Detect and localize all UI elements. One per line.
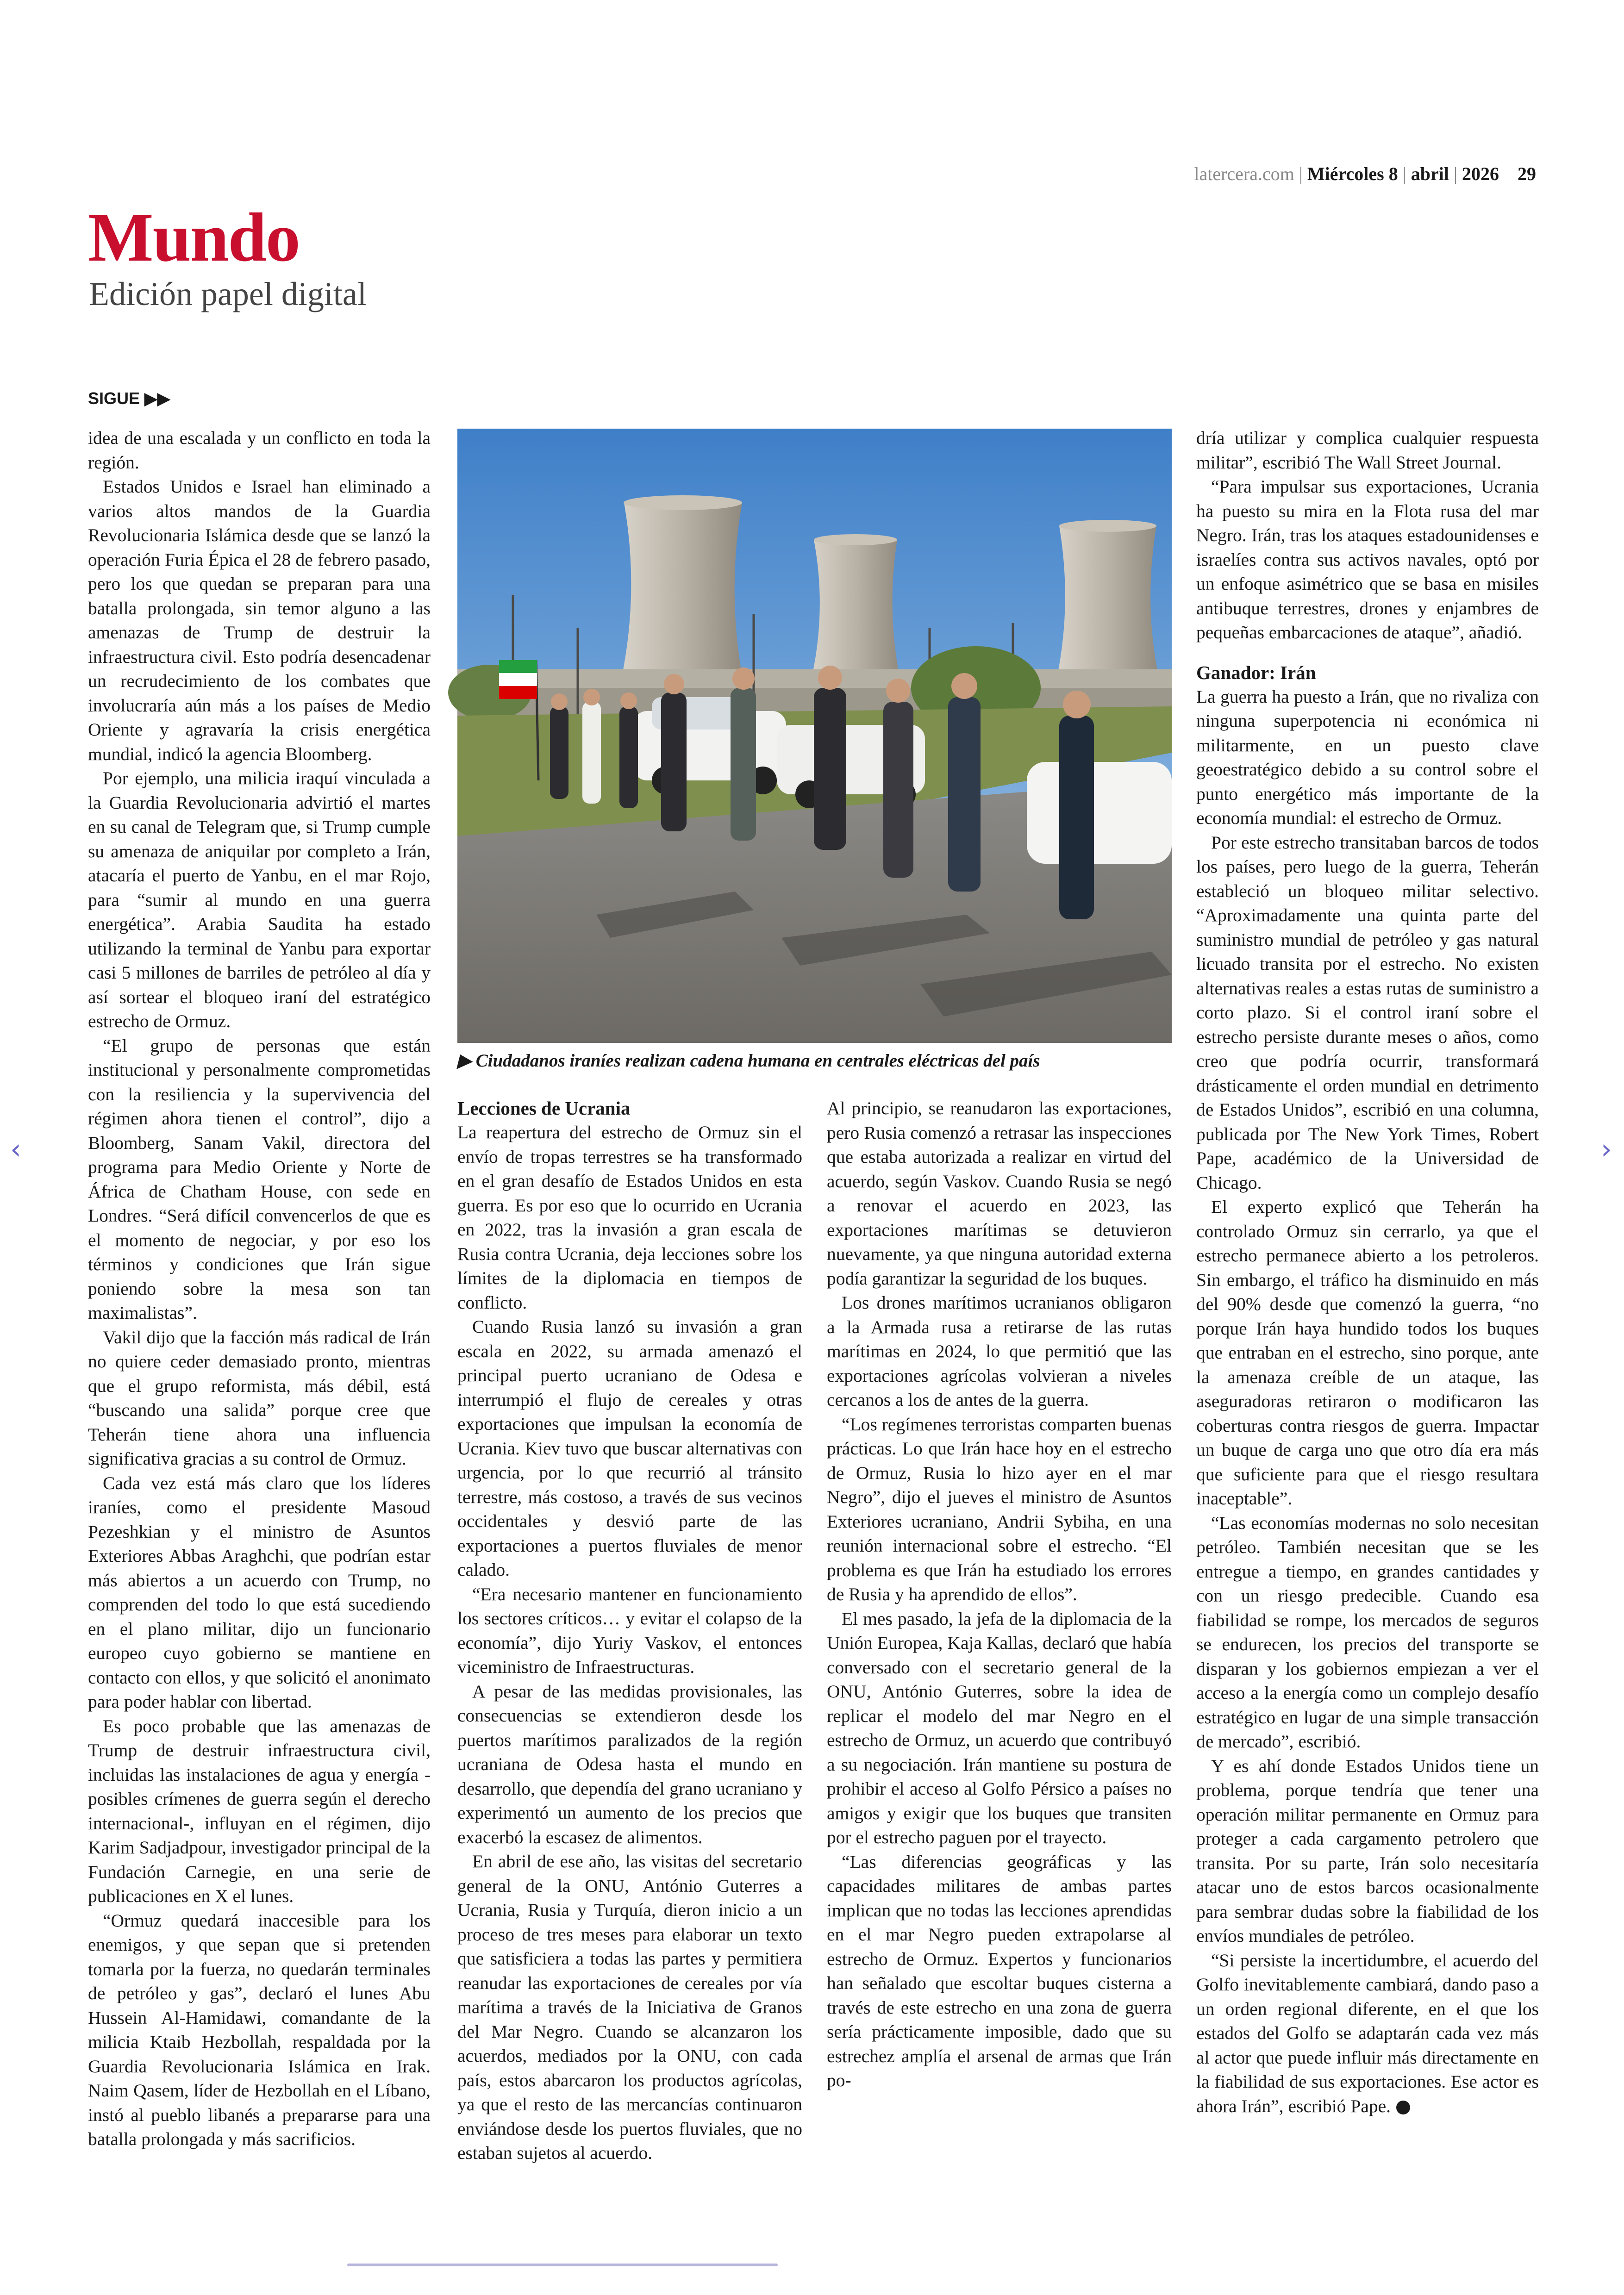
paragraph: Estados Unidos e Israel han eliminado a varios altos mandos de la Guardia Revolucionaria Islámica desde que se lanzó la operación Furia Épica el 28 de febrero pasado, pero los que quedan se preparan para una batalla prolongada, sin temor alguno a las amenazas de Trump de destruir la infraestructura civil. Esto podría desencadenar un recrudecimiento de los combates que involucraría aún más a los países de Medio Oriente y agravaría la crisis energética mundial, indicó la agencia Bloomberg. <box>88 476 431 764</box>
paragraph: El experto explicó que Teherán ha controlado Ormuz sin cerrarlo, ya que el estrecho permanece abierto a los petroleros. Sin embargo, el tráfico ha disminuido en más del 90% desde que comenzó la guerra, “no porque Irán haya hundido todos los buques que entraban en el estrecho, sino porque, ante la amenaza creíble de un ataque, las aseguradoras retiraron o modificaron las coberturas contra riesgos de guerra. Impactar un buque de carga uno que otro día era más que suficiente para que el riesgo resultara inaceptable”. <box>1196 1197 1539 1509</box>
site-name: latercera.com <box>1194 163 1294 184</box>
continued-label: SIGUE ▶▶ <box>88 389 170 408</box>
paragraph: Los drones marítimos ucranianos obligaron a la Armada rusa a retirarse de las rutas marítimas en 2024, lo que permitió que las exportaciones agrícolas volvieran a niveles cercanos a los de antes de la guerra. <box>827 1292 1172 1410</box>
horizontal-scrollbar[interactable] <box>347 2264 778 2266</box>
date-day: Miércoles 8 <box>1307 163 1398 184</box>
paragraph: “El grupo de personas que están institucional y personalmente comprometidas con la resiliencia y la supervivencia del régimen ahora tienen el control”, dijo a Bloomberg, Sanam Vakil, directora del programa para Medio Oriente y Norte de África de Chatham House, con sede en Londres. “Será difícil convencerlos de que es el momento de negociar, y por eso los términos y condiciones que Irán sigue poniendo sobre la mesa son tan maximalistas”. <box>88 1035 431 1323</box>
paragraph: La guerra ha puesto a Irán, que no rivaliza con ninguna superpotencia ni económica ni militarmente, en un puesto clave geoestratégico debido a su control sobre el punto energético más importante de la economía mundial: el estrecho de Ormuz. <box>1196 686 1539 828</box>
paragraph: Por ejemplo, una milicia iraquí vinculada a la Guardia Revolucionaria advirtió el martes en su canal de Telegram que, si Trump cumple su amenaza de aniquilar por completo a Irán, atacaría el puerto de Yanbu, en el mar Rojo, para “sumir al mundo en una guerra energética”. Arabia Saudita ha estado utilizando la terminal de Yanbu para exportar casi 5 millones de barriles de petróleo al día y así sortear el bloqueo iraní del estratégico estrecho de Ormuz. <box>88 768 431 1031</box>
section-subtitle: Edición papel digital <box>89 275 367 312</box>
paragraph <box>1196 1948 1539 2119</box>
subheading: Lecciones de Ucrania <box>457 1098 631 1119</box>
paragraph: “Para impulsar sus exportaciones, Ucrania ha puesto su mira en la Flota rusa del mar Negro. Irán, tras los ataques estadounidenses e israelíes contra sus activos navales, optó por un enfoque asimétrico que se basa en misiles antibuque terrestres, drones y enjambres de pequeñas embarcaciones de ataque”, añadió. <box>1196 476 1539 642</box>
paragraph: La reapertura del estrecho de Ormuz sin el envío de tropas terrestres se ha transformado en el gran desafío de Estados Unidos en esta guerra. Es por eso que lo ocurrido en Ucrania en 2022, tras la invasión a gran escala de Rusia contra Ucrania, deja lecciones sobre los límites de la diplomacia en tiempos de conflicto. <box>457 1122 802 1313</box>
paragraph: Cuando Rusia lanzó su invasión a gran escala en 2022, su armada amenazó el principal puerto ucraniano de Odesa e interrumpió el flujo de cereales y otras exportaciones que impulsan la economía de Ucrania. Kiev tuvo que buscar alternativas con urgencia, por lo que recurrió al tránsito terrestre, más costoso, a través de sus vecinos occidentales y desvió parte de las exportaciones a puertos fluviales de menor calado. <box>457 1316 802 1580</box>
article-column-4 <box>1196 426 1539 2129</box>
photo-caption: ▶ Ciudadanos iraníes realizan cadena humana en centrales eléctricas del país <box>457 1051 1040 1071</box>
page-header: latercera.com | Miércoles 8 | abril | 2026 29 <box>1194 163 1536 184</box>
paragraph: Vakil dijo que la facción más radical de Irán no quiere ceder demasiado pronto, mientras que el grupo reformista, más débil, está “buscando una salida” porque cree que Teherán tiene ahora una influencia significativa gracias a su control de Ormuz. <box>88 1327 431 1469</box>
paragraph-text: “Si persiste la incertidumbre, el acuerdo del Golfo inevitablemente cambiará, dando paso a un orden regional diferente, en el que los estados del Golfo se adaptarán cada vez más al actor que puede influir más directamente en la fiabilidad de sus exportaciones. Ese actor es ahora Irán”, escribió Pape. <box>1196 1950 1539 2116</box>
date-year: 2026 <box>1462 163 1499 184</box>
paragraph: dría utilizar y complica cualquier respuesta militar”, escribió The Wall Street Journal. <box>1196 428 1539 473</box>
article-column-1 <box>88 426 431 2149</box>
paragraph: idea de una escalada y un conflicto en toda la región. <box>88 428 431 473</box>
paragraph: El mes pasado, la jefa de la diplomacia de la Unión Europea, Kaja Kallas, declaró que había conversado con el secretario general de la ONU, António Guterres, sobre la idea de replicar el modelo del mar Negro en el estrecho de Ormuz, un acuerdo que contribuyó a su negociación. Irán mantiene su postura de prohibir el acceso al Golfo Pérsico a países no amigos y exigir que los buques que transiten por el estrecho paguen por el trayecto. <box>827 1608 1172 1847</box>
article-column-3 <box>827 1096 1172 2129</box>
section-title: Mundo <box>88 199 300 276</box>
page-number: 29 <box>1518 163 1536 184</box>
paragraph: “Las diferencias geográficas y las capacidades militares de ambas partes implican que no todas las lecciones aprendidas en el mar Negro pueden extrapolarse al estrecho de Ormuz. Expertos y funcionarios han señalado que escoltar buques cisterna a través de este estrecho en una zona de guerra sería prácticamente imposible, dado que su estrechez amplía el arsenal de armas que Irán po- <box>827 1851 1172 2090</box>
paragraph: Y es ahí donde Estados Unidos tiene un problema, porque tendría que tener una operación militar permanente en Ormuz para proteger a cada cargamento petrolero que transita. Por su parte, Irán solo necesitaría atacar uno de estos barcos ocasionalmente para sembrar dudas sobre la fiabilidad de los envíos mundiales de petróleo. <box>1196 1755 1539 1946</box>
news-photo <box>457 429 1172 1043</box>
paragraph: “Las economías modernas no solo necesitan petróleo. También necesitan que se les entregue a tiempo, en grandes cantidades y con un riesgo predecible. Cuando esa fiabilidad se rompe, los mercados de seguros se endurecen, los precios del transporte se disparan y los gobiernos empiezan a ver el acceso a la energía como un complejo desafío estratégico en lugar de una simple transacción de mercado”, escribió. <box>1196 1512 1539 1752</box>
article-column-2 <box>457 1096 802 2163</box>
paragraph: “Los regímenes terroristas comparten buenas prácticas. Lo que Irán hace hoy en el estrecho de Ormuz, Rusia lo hizo ayer en el mar Negro”, dijo el jueves el ministro de Asuntos Exteriores ucraniano, Andrii Sybiha, en una reunión internacional sobre el estrecho. “El problema es que Irán ha estudiado los errores de Rusia y ha aprendido de ellos”. <box>827 1414 1172 1604</box>
paragraph: En abril de ese año, las visitas del secretario general de la ONU, António Guterres a Ucrania, Rusia y Turquía, dieron inicio a un proceso de tres meses para elaborar un texto que satisficiera a todas las partes y permitiera reanudar las exportaciones de cereales por vía marítima a través de la Iniciativa de Granos del Mar Negro. Cuando se alcanzaron los acuerdos, mediados por la ONU, con cada país, estos abarcaron los productos agrícolas, ya que el resto de las mercancías continuaron enviándose desde los puertos fluviales, que no estaban sujetos al acuerdo. <box>457 1851 802 2163</box>
date-month: abril <box>1411 163 1449 184</box>
photo-illustration <box>457 429 1172 1043</box>
paragraph: Por este estrecho transitaban barcos de todos los países, pero luego de la guerra, Teherán estableció un bloqueo militar selectivo. “Aproximadamente una quinta parte del suministro mundial de petróleo y gas natural licuado transita por el estrecho. No existen alternativas reales a estas rutas de suministro a corto plazo. Si el control iraní sobre el estrecho persiste durante meses o años, como creo que podría ocurrir, transformará drásticamente el orden mundial en detrimento de Estados Unidos”, escribió en una columna, publicada por The New York Times, Robert Pape, académico de la Universidad de Chicago. <box>1196 832 1539 1193</box>
paragraph: Cada vez está más claro que los líderes iraníes, como el presidente Masoud Pezeshkian y el ministro de Asuntos Exteriores Abbas Araghchi, que podrían estar más abiertos a un acuerdo con Trump, no comprenden del todo lo que está sucediendo en el plano militar, dijo un funcionario europeo cuyo gobierno se mantiene en contacto con ellos, y que solicitó el anonimato para poder hablar con libertad. <box>88 1472 431 1712</box>
paragraph: “Ormuz quedará inaccesible para los enemigos, y que sepan que si pretenden tomarla por la fuerza, no quedarán terminales de petróleo y gas”, declaró el lunes Abu Hussein Al-Hamidawi, comandante de la milicia Ktaib Hezbollah, respaldada por la Guardia Revolucionaria Islámica en Irak. Naim Qasem, líder de Hezbollah en el Líbano, instó al pueblo libanés a prepararse para una batalla prolongada y más sacrificios. <box>88 1910 431 2149</box>
subheading: Ganador: Irán <box>1196 661 1316 683</box>
end-of-article-icon <box>1396 2101 1410 2114</box>
paragraph: Es poco probable que las amenazas de Trump de destruir infraestructura civil, incluidas las instalaciones de agua y energía -posibles crímenes de guerra según el derecho internacional-, influyan en el régimen, dijo Karim Sadjadpour, investigador principal de la Fundación Carnegie, en una serie de publicaciones en X el lunes. <box>88 1715 431 1906</box>
paragraph: Al principio, se reanudaron las exportaciones, pero Rusia comenzó a retrasar las inspecciones que estaba autorizada a realizar en virtud del acuerdo, según Vaskov. Cuando Rusia se negó a renovar el acuerdo en 2023, las exportaciones marítimas se detuvieron nuevamente, ya que ninguna autoridad externa podía garantizar la seguridad de los buques. <box>827 1098 1172 1289</box>
previous-page-icon[interactable]: ‹ <box>10 1133 21 1166</box>
paragraph: A pesar de las medidas provisionales, las consecuencias se extendieron desde los puertos marítimos paralizados de la región ucraniana de Odesa hasta el mundo en desarrollo, que dependía del grano ucraniano y experimentó un aumento de los precios que exacerbó la escasez de alimentos. <box>457 1681 802 1847</box>
next-page-icon[interactable]: › <box>1601 1133 1612 1166</box>
paragraph: “Era necesario mantener en funcionamiento los sectores críticos… y evitar el colapso de la economía”, dijo Yuriy Vaskov, el entonces viceministro de Infraestructuras. <box>457 1584 802 1677</box>
